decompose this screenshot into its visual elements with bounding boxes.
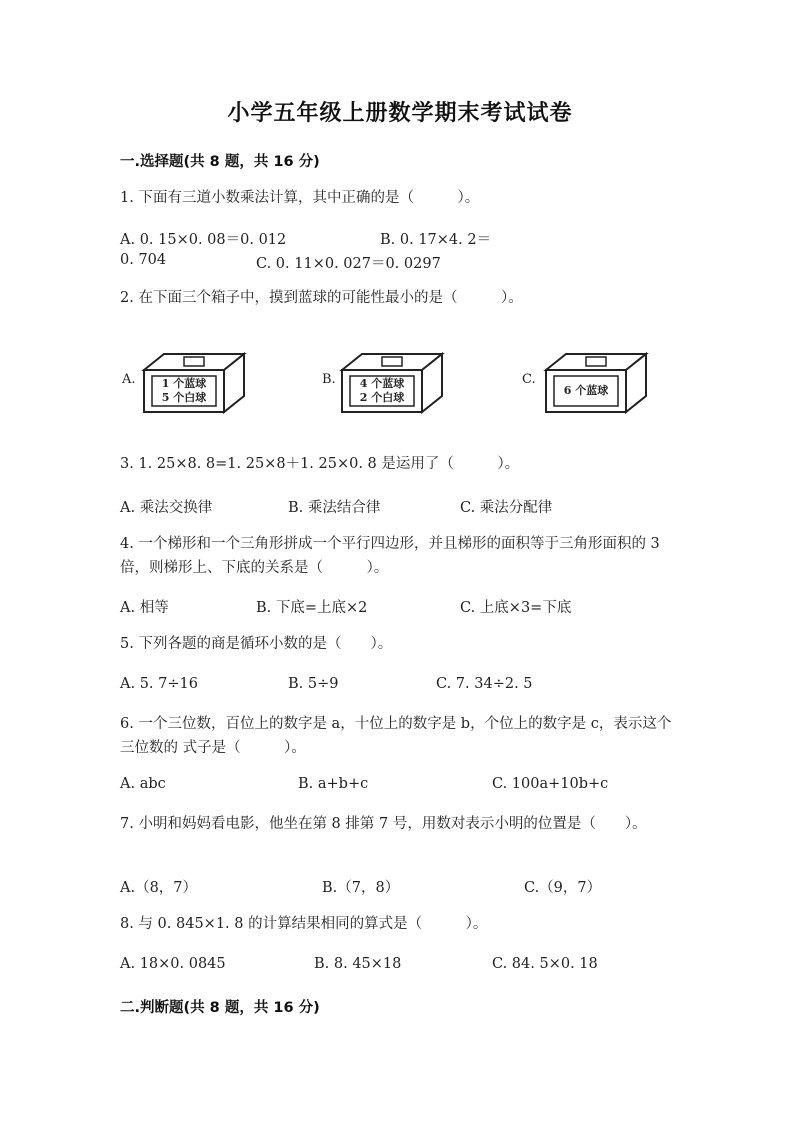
- section-heading-choice: 一.选择题(共 8 题，共 16 分): [120, 154, 320, 170]
- question-4-option-a: A. 相等: [120, 600, 169, 616]
- question-8-option-a: A. 18×0. 0845: [120, 956, 226, 972]
- question-8-option-b: B. 8. 45×18: [314, 956, 402, 972]
- question-7-option-b: B.（7，8）: [322, 880, 400, 896]
- question-4-option-b: B. 下底=上底×2: [256, 600, 368, 616]
- question-3-option-c: C. 乘法分配律: [460, 500, 553, 516]
- page-title: 小学五年级上册数学期末考试试卷: [227, 101, 573, 126]
- question-7-option-a: A.（8，7）: [120, 880, 198, 896]
- question-2-box-b-line1: 4 个蓝球: [359, 377, 405, 390]
- question-2-box-c-line1: 6 个蓝球: [563, 384, 609, 397]
- question-2-box-a-line2: 5 个白球: [161, 391, 207, 404]
- question-1-stem: 1. 下面有三道小数乘法计算，其中正确的是（ ）。: [120, 190, 480, 206]
- question-8-stem: 8. 与 0. 845×1. 8 的计算结果相同的算式是（ ）。: [120, 916, 488, 932]
- question-1-option-b-continued: 0. 704: [120, 252, 167, 268]
- question-2-box-b-label: B.: [322, 372, 336, 387]
- question-1-option-b: B. 0. 17×4. 2＝: [380, 232, 492, 248]
- question-1-option-a: A. 0. 15×0. 08＝0. 012: [120, 232, 287, 248]
- question-2-stem: 2. 在下面三个箱子中，摸到蓝球的可能性最小的是（ ）。: [120, 290, 523, 306]
- question-3-option-b: B. 乘法结合律: [288, 500, 381, 516]
- question-6-option-c: C. 100a+10b+c: [492, 776, 609, 792]
- question-6-stem: 6. 一个三位数，百位上的数字是 a，十位上的数字是 b，个位上的数字是 c，表示这个三位数的 式子是（ ）。: [120, 716, 672, 756]
- section-heading-judgement: 二.判断题(共 8 题，共 16 分): [120, 1000, 320, 1016]
- question-5-option-c: C. 7. 34÷2. 5: [436, 676, 533, 692]
- question-2-box-a-label: A.: [122, 372, 136, 387]
- question-8-option-c: C. 84. 5×0. 18: [492, 956, 598, 972]
- question-5-stem: 5. 下列各题的商是循环小数的是（ ）。: [120, 636, 393, 652]
- question-2-box-b: [338, 350, 448, 416]
- question-7-stem: 7. 小明和妈妈看电影，他坐在第 8 排第 7 号，用数对表示小明的位置是（ ）。: [120, 816, 647, 832]
- question-2-box-c-label: C.: [522, 372, 536, 387]
- question-4-option-c: C. 上底×3=下底: [460, 600, 572, 616]
- question-2-box-a: [140, 350, 250, 416]
- question-2-box-c: [542, 350, 652, 416]
- question-5-option-a: A. 5. 7÷16: [120, 676, 198, 692]
- question-2-box-a-line1: 1 个蓝球: [161, 377, 207, 390]
- question-7-option-c: C.（9，7）: [524, 880, 602, 896]
- question-3-stem: 3. 1. 25×8. 8=1. 25×8＋1. 25×0. 8 是运用了（ ）。: [120, 456, 520, 472]
- question-2-box-b-line2: 2 个白球: [359, 391, 405, 404]
- question-5-option-b: B. 5÷9: [288, 676, 339, 692]
- question-1-option-c: C. 0. 11×0. 027＝0. 0297: [256, 256, 441, 272]
- question-4-stem: 4. 一个梯形和一个三角形拼成一个平行四边形，并且梯形的面积等于三角形面积的 3 倍，则梯形上、下底的关系是（ ）。: [120, 536, 660, 576]
- question-6-option-a: A. abc: [120, 776, 166, 792]
- question-6-option-b: B. a+b+c: [298, 776, 369, 792]
- question-3-option-a: A. 乘法交换律: [120, 500, 213, 516]
